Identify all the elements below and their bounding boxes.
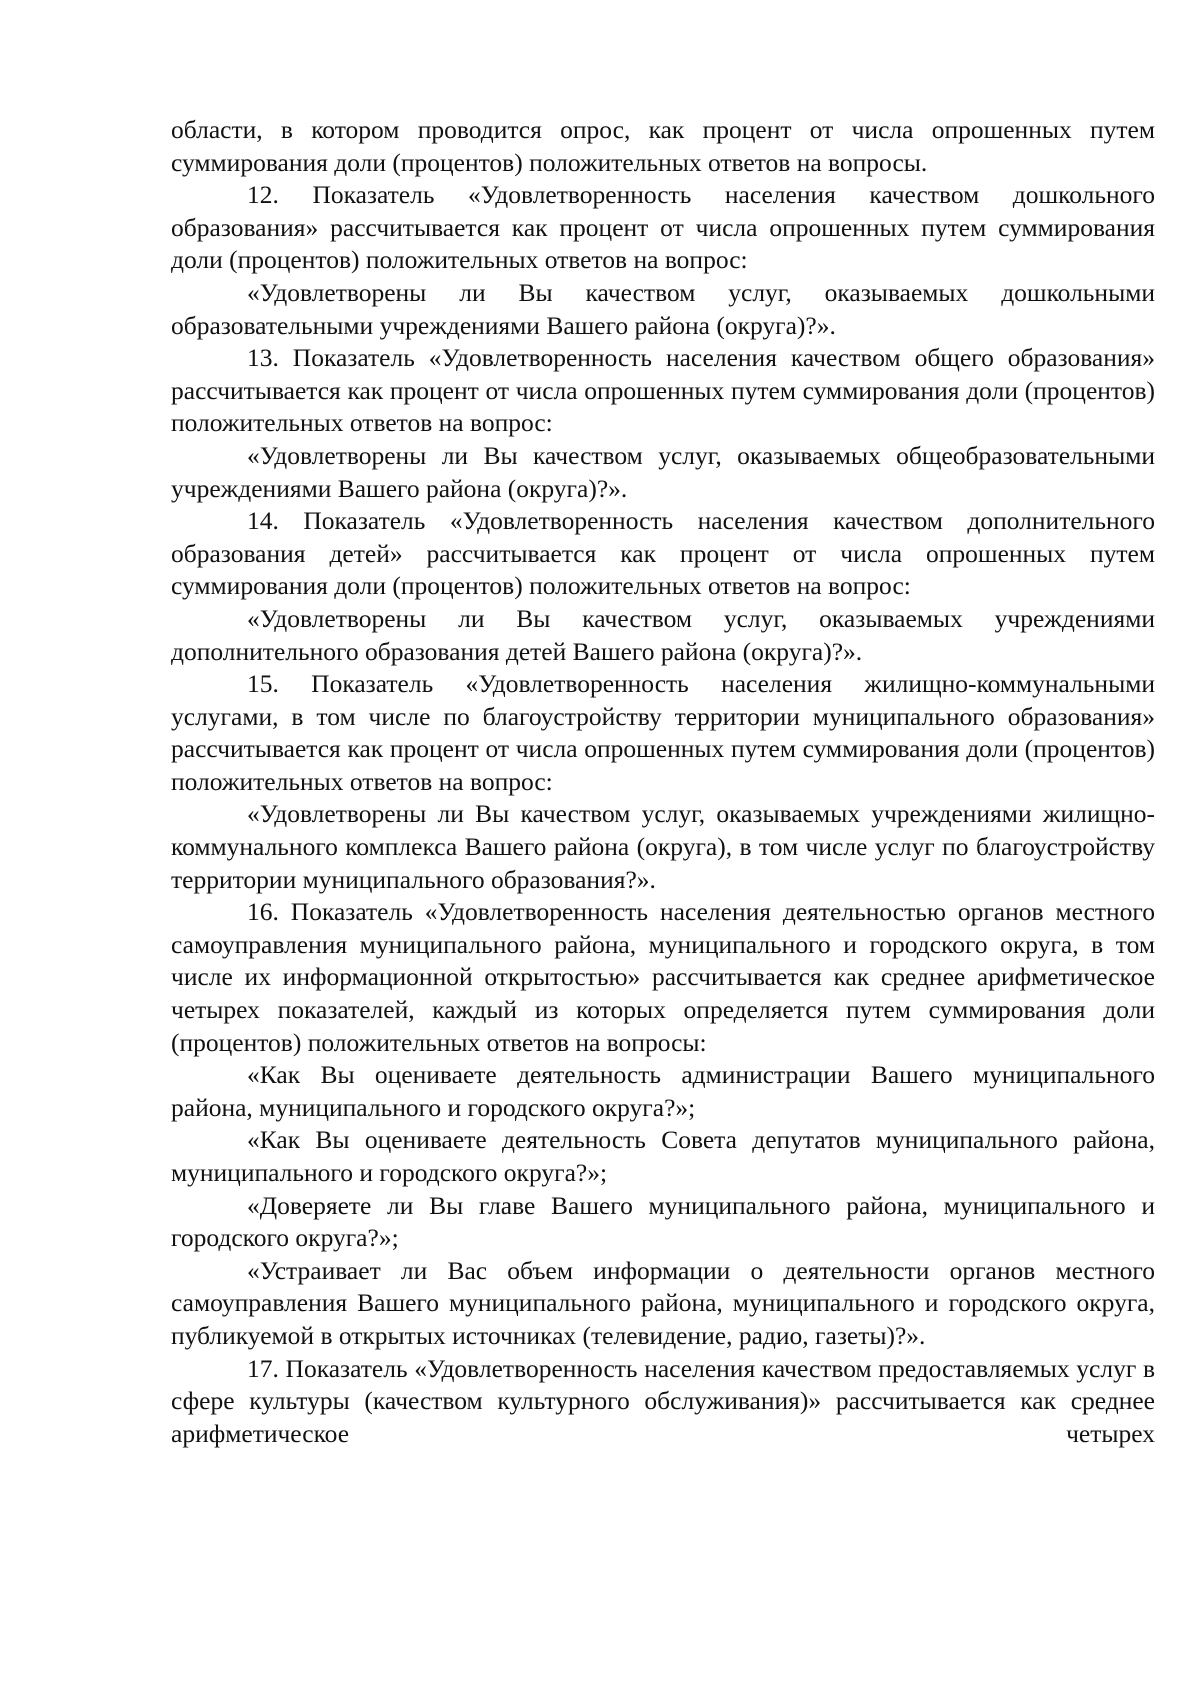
paragraph-item-16: 16. Показатель «Удовлетворенность населения деятельностью органов местного самоуправления муниципального района, муниципального и городского округа, в том числе их информационной открытостью» рассчитывается как среднее арифметическое четырех показателей, каждый из которых определяется путем суммирования доли (процентов) положительных ответов на вопросы: — [171, 897, 1155, 1057]
question-information-volume: «Устраивает ли Вас объем информации о деятельности органов местного самоуправления Вашего муниципального района, муниципального и городского округа, публикуемой в открытых источниках (телевидение, радио, газеты)?». — [171, 1255, 1155, 1350]
paragraph-item-15: 15. Показатель «Удовлетворенность населения жилищно-коммунальными услугами, в том числе по благоустройству территории муниципального образования» рассчитывается как процент от числа опрошенных путем суммирования доли (процентов) положительных ответов на вопрос: — [171, 669, 1155, 796]
paragraph-continuation: области, в котором проводится опрос, как процент от числа опрошенных путем суммирования доли (процентов) положительных ответов на вопросы. — [171, 115, 1155, 177]
paragraph-item-14: 14. Показатель «Удовлетворенность населения качеством дополнительного образования детей» рассчитывается как процент от числа опрошенных путем суммирования доли (процентов) положительных ответов на вопрос: — [171, 506, 1155, 601]
question-administration: «Как Вы оцениваете деятельность администрации Вашего муниципального района, муниципального и городского округа?»; — [171, 1060, 1155, 1122]
question-housing-services: «Удовлетворены ли Вы качеством услуг, оказываемых учреждениями жилищно-коммунального комплекса Вашего района (округа), в том числе услуг по благоустройству территории муниципального образования?». — [171, 799, 1155, 894]
question-council: «Как Вы оцениваете деятельность Совета депутатов муниципального района, муниципального и городского округа?»; — [171, 1125, 1155, 1187]
document-body — [171, 114, 1155, 1450]
question-head-trust: «Доверяете ли Вы главе Вашего муниципального района, муниципального и городского округа?»; — [171, 1190, 1155, 1253]
question-additional-education: «Удовлетворены ли Вы качеством услуг, оказываемых учреждениями дополнительного образования детей Вашего района (округа)?». — [171, 603, 1155, 666]
question-general-education: «Удовлетворены ли Вы качеством услуг, оказываемых общеобразовательными учреждениями Вашего района (округа)?». — [171, 440, 1155, 503]
paragraph-item-13: 13. Показатель «Удовлетворенность населения качеством общего образования» рассчитывается как процент от числа опрошенных путем суммирования доли (процентов) положительных ответов на вопрос: — [171, 343, 1155, 438]
paragraph-item-12: 12. Показатель «Удовлетворенность населения качеством дошкольного образования» рассчитывается как процент от числа опрошенных путем суммирования доли (процентов) положительных ответов на вопрос: — [171, 180, 1155, 275]
question-preschool: «Удовлетворены ли Вы качеством услуг, оказываемых дошкольными образовательными учреждениями Вашего района (округа)?». — [171, 277, 1155, 340]
paragraph-item-17: 17. Показатель «Удовлетворенность населения качеством предоставляемых услуг в сфере культуры (качеством культурного обслуживания)» рассчитывается как среднее арифметическое четырех — [171, 1353, 1155, 1448]
